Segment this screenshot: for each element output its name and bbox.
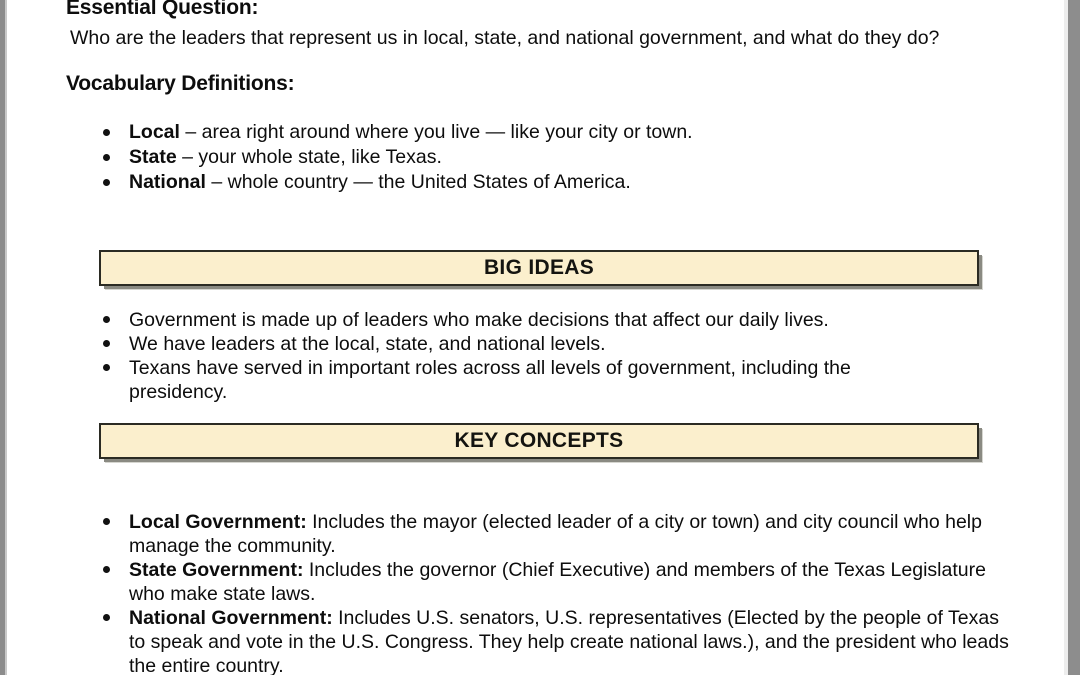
key-concept-definition: Includes U.S. senators, U.S. representatives (Elected by the people of Texas to speak and vote in the U.S. Congress. They help create national laws.), and the president who leads the entire country. [129, 607, 1009, 675]
list-item [99, 145, 959, 170]
vocab-term: National [129, 171, 206, 193]
vocabulary-list [99, 120, 959, 195]
vocab-definition: – area right around where you live — like your city or town. [179, 121, 693, 143]
list-item [99, 308, 929, 332]
key-concepts-list [99, 510, 1014, 675]
list-item [99, 332, 929, 356]
bullet-dot-icon [103, 566, 110, 573]
list-item [99, 356, 929, 404]
bullet-dot-icon [103, 316, 110, 323]
essential-question-text: Who are the leaders that represent us in local, state, and national government, and what do they do? [70, 27, 940, 49]
list-item [99, 120, 959, 145]
key-concept-definition: Includes the mayor (elected leader of a city or town) and city council who help manage the community. [129, 511, 982, 557]
big-ideas-banner [99, 250, 979, 286]
bullet-dot-icon [103, 179, 110, 186]
list-item [99, 606, 1014, 675]
bullet-dot-icon [103, 518, 110, 525]
bullet-dot-icon [103, 364, 110, 371]
vocabulary-heading: Vocabulary Definitions: [66, 72, 295, 95]
bullet-dot-icon [103, 614, 110, 621]
big-idea-text: Government is made up of leaders who make decisions that affect our daily lives. [129, 309, 829, 331]
vocab-term: Local [129, 121, 180, 143]
key-concept-term: State Government: [129, 559, 304, 581]
list-item [99, 510, 1014, 558]
key-concept-definition: Includes the governor (Chief Executive) and members of the Texas Legislature who make state laws. [129, 559, 986, 605]
key-concept-term: National Government: [129, 607, 333, 629]
essential-question-heading: Essential Question: [66, 0, 259, 19]
vocab-definition: – your whole state, like Texas. [176, 146, 442, 168]
bullet-dot-icon [103, 340, 110, 347]
big-idea-text: Texans have served in important roles across all levels of government, including the presidency. [129, 357, 851, 403]
key-concepts-banner-label: KEY CONCEPTS [454, 429, 624, 452]
key-concept-term: Local Government: [129, 511, 307, 533]
list-item [99, 170, 959, 195]
big-ideas-list [99, 308, 929, 404]
vocab-term: State [129, 146, 177, 168]
vocab-definition: – whole country — the United States of America. [205, 171, 631, 193]
bullet-dot-icon [103, 129, 110, 136]
list-item [99, 558, 1014, 606]
big-ideas-banner-label: BIG IDEAS [483, 256, 595, 279]
key-concepts-banner [99, 423, 979, 459]
big-idea-text: We have leaders at the local, state, and national levels. [129, 333, 606, 355]
bullet-dot-icon [103, 154, 110, 161]
